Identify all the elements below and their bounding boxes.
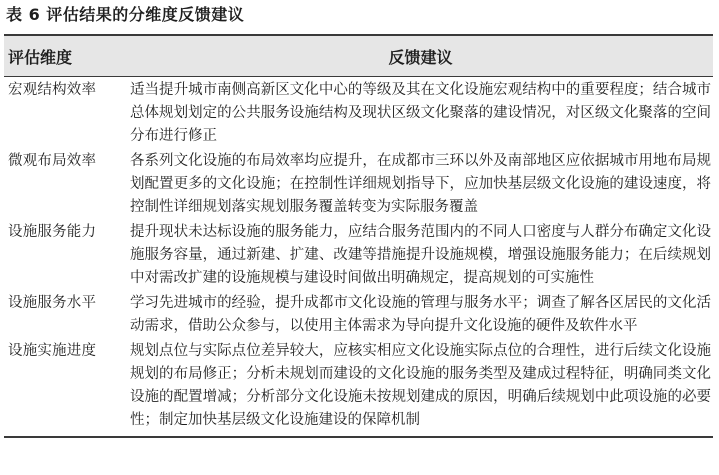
row-feedback: 提升现状未达标设施的服务能力，应结合服务范围内的不同人口密度与人群分布确定文化设施服务容量，通过新建、扩建、改建等措施提升设施规模，增强设施服务能力；在后续规划中对需改扩建的设施规模与建设时间做出明确规定，提高规划的可实施性 — [130, 224, 711, 286]
table-header-row — [4, 35, 713, 77]
row-dimension: 微观布局效率 — [8, 153, 97, 169]
header-feedback: 反馈建议 — [388, 47, 453, 67]
table-row — [4, 339, 713, 437]
row-feedback: 各系列文化设施的布局效率均应提升，在成都市三环以外及南部地区应依据城市用地布局规划配置更多的文化设施；在控制性详细规划指导下，应加快基层级文化设施的建设速度，将控制性详细规划落实规划服务覆盖转变为实际服务覆盖 — [130, 153, 711, 215]
row-feedback: 适当提升城市南侧高新区文化中心的等级及其在文化设施宏观结构中的重要程度；结合城市总体规划划定的公共服务设施结构及现状区级文化聚落的建设情况，对区级文化聚落的空间分布进行修正 — [130, 82, 711, 144]
table-row — [4, 77, 713, 150]
feedback-table — [4, 34, 713, 438]
row-feedback: 学习先进城市的经验，提升成都市文化设施的管理与服务水平；调查了解各区居民的文化活动需求，借助公众参与，以使用主体需求为导向提升文化设施的硬件及软件水平 — [130, 295, 711, 334]
table-row — [4, 220, 713, 291]
table-caption: 表 6 评估结果的分维度反馈建议 — [6, 5, 245, 24]
header-dimension: 评估维度 — [8, 47, 73, 67]
table-row — [4, 149, 713, 220]
row-dimension: 设施服务能力 — [8, 224, 97, 240]
row-feedback: 规划点位与实际点位差异较大，应核实相应文化设施实际点位的合理性，进行后续文化设施规划的布局修正；分析未规划而建设的文化设施的服务类型及建成过程特征，明确同类文化设施的配置增减；分析部分文化设施未按规划建成的原因，明确后续规划中此项设施的必要性；制定加快基层级文化设施建设的保障机制 — [130, 343, 711, 428]
row-dimension: 设施服务水平 — [8, 295, 97, 311]
row-dimension: 设施实施进度 — [8, 343, 97, 359]
table-row — [4, 291, 713, 339]
row-dimension: 宏观结构效率 — [8, 82, 97, 98]
